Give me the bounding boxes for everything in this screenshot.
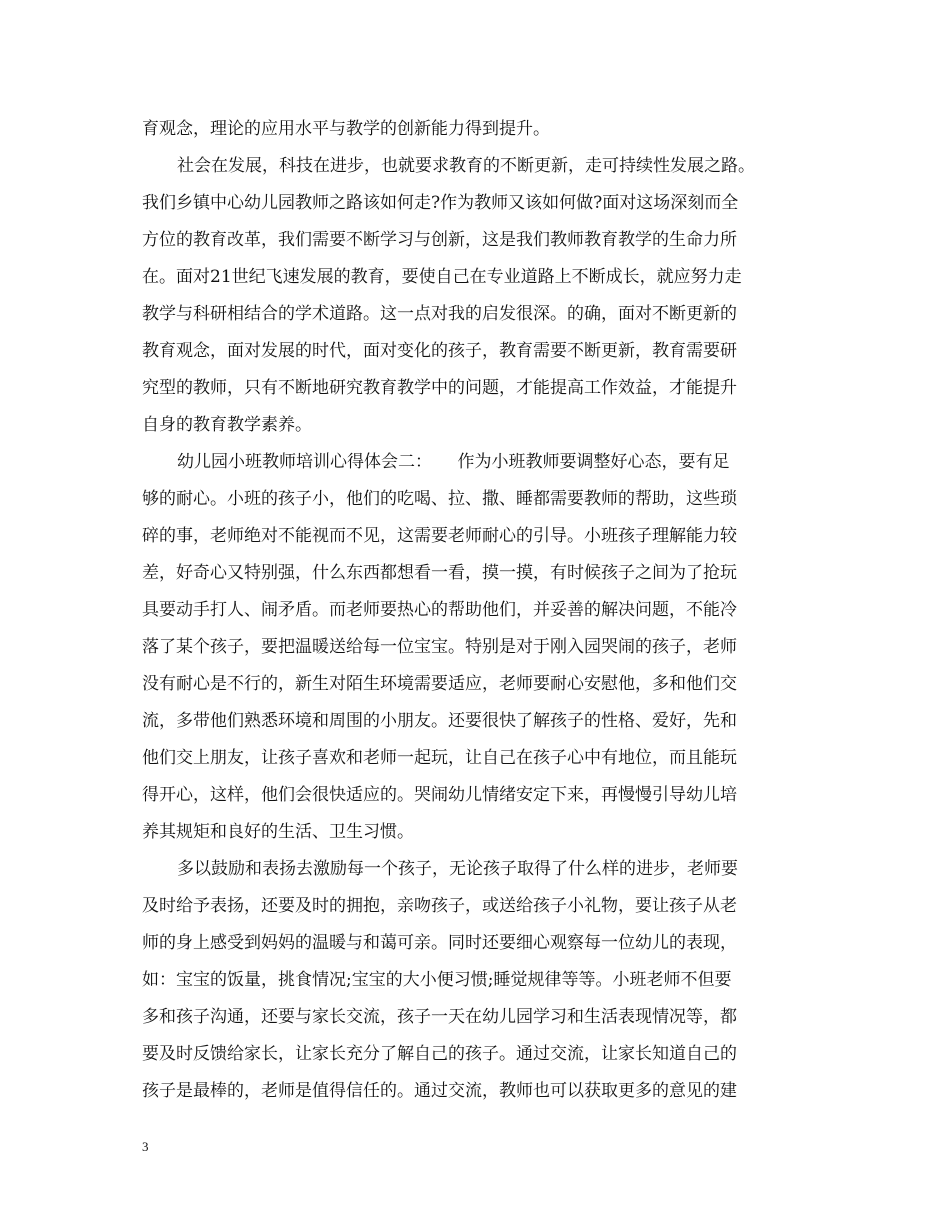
body-text-line: 方位的教育改革，我们需要不断学习与创新，这是我们教师教育教学的生命力所 bbox=[142, 230, 737, 250]
body-text-line: 育观念，理论的应用水平与教学的创新能力得到提升。 bbox=[142, 119, 550, 139]
body-text-line: 得开心，这样，他们会很快适应的。哭闹幼儿情绪安定下来，再慢慢引导幼儿培 bbox=[142, 785, 737, 805]
body-text-line: 养其规矩和良好的生活、卫生习惯。 bbox=[142, 822, 414, 842]
page-number: 3 bbox=[142, 1139, 149, 1154]
body-text-line: 在。面对21世纪飞速发展的教育，要使自己在专业道路上不断成长，就应努力走 bbox=[142, 267, 742, 287]
body-text-line: 及时给予表扬，还要及时的拥抱，亲吻孩子，或送给孩子小礼物，要让孩子从老 bbox=[142, 896, 737, 916]
body-text-line: 究型的教师，只有不断地研究教育教学中的问题，才能提高工作效益，才能提升 bbox=[142, 378, 737, 398]
body-text-line: 社会在发展，科技在进步，也就要求教育的不断更新，走可持续性发展之路。 bbox=[177, 156, 755, 176]
body-text-line: 够的耐心。小班的孩子小，他们的吃喝、拉、撒、睡都需要教师的帮助，这些琐 bbox=[142, 489, 737, 509]
body-text-line: 教学与科研相结合的学术道路。这一点对我的启发很深。的确，面对不断更新的 bbox=[142, 304, 737, 324]
body-text-line: 落了某个孩子，要把温暖送给每一位宝宝。特别是对于刚入园哭闹的孩子，老师 bbox=[142, 637, 737, 657]
body-text-line: 我们乡镇中心幼儿园教师之路该如何走?作为教师又该如何做?面对这场深刻而全 bbox=[142, 193, 739, 213]
body-text-line: 流，多带他们熟悉环境和周围的小朋友。还要很快了解孩子的性格、爱好，先和 bbox=[142, 711, 737, 731]
body-text-line: 碎的事，老师绝对不能视而不见，这需要老师耐心的引导。小班孩子理解能力较 bbox=[142, 526, 737, 546]
body-text-line: 要及时反馈给家长，让家长充分了解自己的孩子。通过交流，让家长知道自己的 bbox=[142, 1044, 737, 1064]
body-text-line: 孩子是最棒的，老师是值得信任的。通过交流，教师也可以获取更多的意见的建 bbox=[142, 1081, 737, 1101]
body-text-line: 如：宝宝的饭量，挑食情况;宝宝的大小便习惯;睡觉规律等等。小班老师不但要 bbox=[142, 970, 732, 990]
body-text-line: 他们交上朋友，让孩子喜欢和老师一起玩，让自己在孩子心中有地位，而且能玩 bbox=[142, 748, 737, 768]
body-text-line: 多以鼓励和表扬去激励每一个孩子，无论孩子取得了什么样的进步，老师要 bbox=[177, 859, 738, 879]
body-text-line: 教育观念，面对发展的时代，面对变化的孩子，教育需要不断更新，教育需要研 bbox=[142, 341, 737, 361]
body-text-line: 具要动手打人、闹矛盾。而老师要热心的帮助他们，并妥善的解决问题，不能冷 bbox=[142, 600, 737, 620]
body-text-line: 没有耐心是不行的，新生对陌生环境需要适应，老师要耐心安慰他，多和他们交 bbox=[142, 674, 737, 694]
body-text-line: 幼儿园小班教师培训心得体会二： 作为小班教师要调整好心态，要有足 bbox=[177, 452, 730, 472]
body-text-line: 差，好奇心又特别强，什么东西都想看一看，摸一摸，有时候孩子之间为了抢玩 bbox=[142, 563, 737, 583]
body-text-line: 师的身上感受到妈妈的温暖与和蔼可亲。同时还要细心观察每一位幼儿的表现， bbox=[142, 933, 737, 953]
body-text-line: 自身的教育教学素养。 bbox=[142, 415, 312, 435]
body-text-line: 多和孩子沟通，还要与家长交流，孩子一天在幼儿园学习和生活表现情况等，都 bbox=[142, 1007, 737, 1027]
